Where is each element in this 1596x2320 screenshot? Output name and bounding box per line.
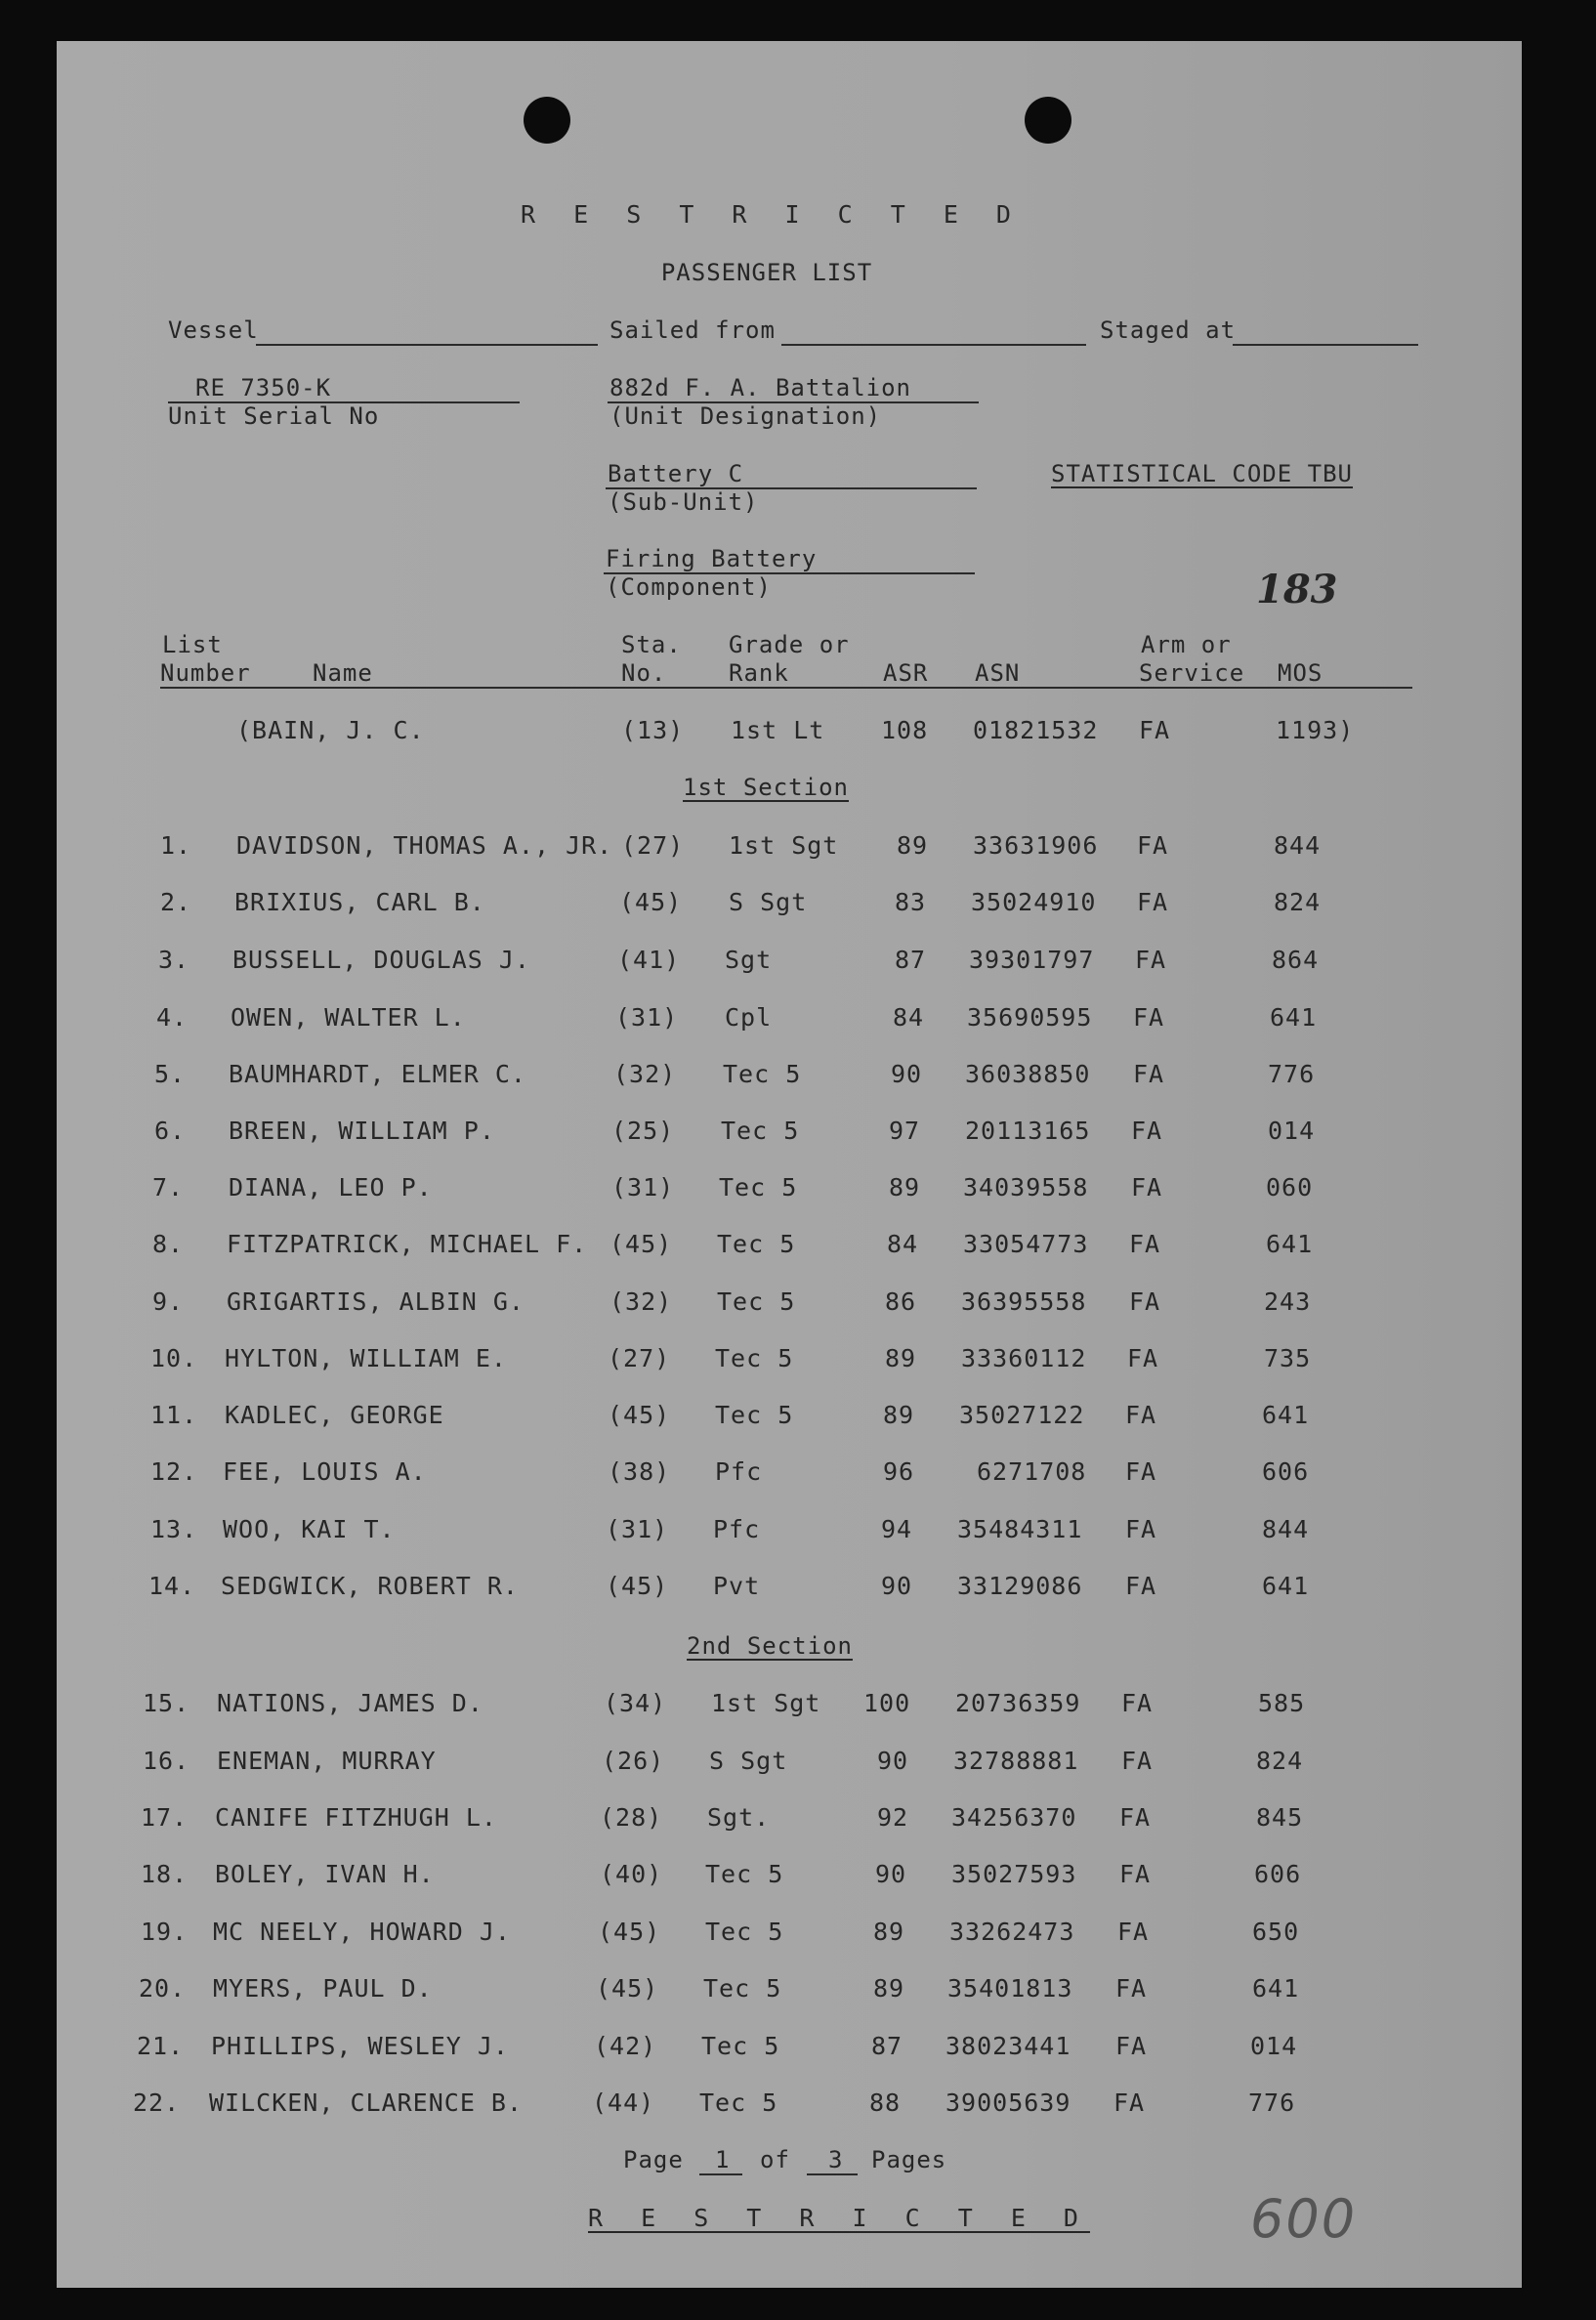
row-name: ENEMAN, MURRAY	[217, 1747, 437, 1775]
row-grade: Tec 5	[721, 1117, 800, 1145]
row-asn: 38023441	[945, 2032, 1071, 2060]
header-underline	[160, 687, 1412, 689]
sub-unit-label: (Sub-Unit)	[608, 488, 759, 516]
row-arm: FA	[1113, 2088, 1146, 2117]
top-restricted-title: R E S T R I C T E D	[521, 200, 1023, 229]
row-arm: FA	[1125, 1457, 1157, 1486]
row-sta: (42)	[594, 2032, 657, 2060]
column-header-grade: Grade or	[729, 631, 850, 658]
row-asr: 96	[883, 1457, 915, 1486]
row-arm: FA	[1121, 1747, 1154, 1775]
row-sta: (45)	[608, 1401, 671, 1429]
row-sta: (38)	[608, 1457, 671, 1486]
row-asn: 36038850	[965, 1060, 1091, 1088]
row-arm: FA	[1137, 888, 1169, 916]
row-asr: 89	[873, 1974, 905, 2003]
row-mos: 824	[1274, 888, 1322, 916]
row-mos: 776	[1248, 2088, 1296, 2117]
row-grade: Pfc	[715, 1457, 763, 1486]
row-number: 22.	[133, 2088, 181, 2117]
document-title: PASSENGER LIST	[660, 259, 873, 286]
row-number: 15.	[143, 1689, 190, 1717]
row-grade: Pvt	[713, 1572, 761, 1600]
punch-hole-left	[524, 97, 570, 144]
row-name: DAVIDSON, THOMAS A., JR.	[236, 831, 613, 860]
row-arm: FA	[1115, 1974, 1148, 2003]
row-asr: 89	[885, 1344, 917, 1372]
row-name: WILCKEN, CLARENCE B.	[209, 2088, 524, 2117]
row-arm: FA	[1129, 1287, 1161, 1316]
row-grade: Tec 5	[705, 1918, 784, 1946]
row-sta: (25)	[611, 1117, 675, 1145]
row-mos: 641	[1262, 1572, 1310, 1600]
page-total-line	[807, 2173, 858, 2175]
page-label: Page	[623, 2146, 684, 2173]
row-arm: FA	[1117, 1918, 1150, 1946]
row-mos: 864	[1272, 946, 1320, 974]
row-asr: 84	[887, 1230, 919, 1258]
row-asr: 97	[889, 1117, 921, 1145]
row-name: BRIXIUS, CARL B.	[234, 888, 485, 916]
row-arm: FA	[1133, 1060, 1165, 1088]
row-arm: FA	[1125, 1401, 1157, 1429]
row-name: FEE, LOUIS A.	[223, 1457, 427, 1486]
row-sta: (26)	[602, 1747, 665, 1775]
row-name: GRIGARTIS, ALBIN G.	[227, 1287, 525, 1316]
row-sta: (27)	[608, 1344, 671, 1372]
unit-serial-label: Unit Serial No	[168, 402, 380, 430]
officer-name: (BAIN, J. C.	[236, 716, 425, 744]
handwritten-page-number: 183	[1256, 567, 1338, 612]
row-asn: 20736359	[955, 1689, 1081, 1717]
row-name: SEDGWICK, ROBERT R.	[221, 1572, 519, 1600]
row-sta: (45)	[609, 1230, 673, 1258]
officer-sta: (13)	[621, 716, 685, 744]
row-name: NATIONS, JAMES D.	[217, 1689, 483, 1717]
row-asn: 33054773	[963, 1230, 1089, 1258]
row-arm: FA	[1135, 946, 1167, 974]
row-asn: 33631906	[973, 831, 1099, 860]
row-number: 21.	[137, 2032, 185, 2060]
row-asr: 90	[877, 1747, 909, 1775]
row-asr: 83	[895, 888, 927, 916]
row-sta: (45)	[596, 1974, 659, 2003]
punch-hole-right	[1025, 97, 1071, 144]
row-number: 11.	[150, 1401, 198, 1429]
row-name: HYLTON, WILLIAM E.	[225, 1344, 507, 1372]
section-title-1: 1st Section	[683, 774, 849, 801]
sub-unit-value: Battery C	[608, 460, 744, 487]
row-sta: (31)	[606, 1515, 669, 1543]
component-value: Firing Battery	[606, 545, 818, 572]
row-sta: (31)	[615, 1003, 679, 1032]
row-asn: 32788881	[953, 1747, 1079, 1775]
row-grade: Sgt.	[707, 1803, 771, 1832]
officer-arm: FA	[1139, 716, 1171, 744]
row-grade: S Sgt	[729, 888, 808, 916]
row-asn: 35024910	[971, 888, 1097, 916]
row-name: BAUMHARDT, ELMER C.	[229, 1060, 526, 1088]
column-header-mos: MOS	[1278, 659, 1323, 687]
row-asn: 34039558	[963, 1173, 1089, 1202]
row-asr: 90	[891, 1060, 923, 1088]
row-asn: 33129086	[957, 1572, 1083, 1600]
row-sta: (32)	[609, 1287, 673, 1316]
officer-asn: 01821532	[973, 716, 1099, 744]
unit-designation-label: (Unit Designation)	[609, 402, 882, 430]
pages-label: Pages	[871, 2146, 947, 2173]
of-label: of	[760, 2146, 790, 2173]
row-mos: 776	[1268, 1060, 1316, 1088]
row-grade: S Sgt	[709, 1747, 788, 1775]
row-grade: Tec 5	[705, 1860, 784, 1888]
row-grade: Cpl	[725, 1003, 773, 1032]
row-arm: FA	[1125, 1572, 1157, 1600]
page-number-line	[699, 2173, 742, 2175]
column-header-sta-no: No.	[621, 659, 667, 687]
row-number: 10.	[150, 1344, 198, 1372]
row-asn: 36395558	[961, 1287, 1087, 1316]
row-asn: 35027593	[951, 1860, 1077, 1888]
row-number: 2.	[160, 888, 192, 916]
column-header-number: Number	[160, 659, 251, 687]
component-label: (Component)	[606, 573, 772, 601]
row-name: MYERS, PAUL D.	[213, 1974, 433, 2003]
row-mos: 844	[1262, 1515, 1310, 1543]
pencil-number: 600	[1250, 2188, 1358, 2250]
row-name: KADLEC, GEORGE	[225, 1401, 444, 1429]
row-arm: FA	[1131, 1117, 1163, 1145]
row-mos: 641	[1252, 1974, 1300, 2003]
column-header-name: Name	[313, 659, 373, 687]
row-asr: 87	[895, 946, 927, 974]
row-arm: FA	[1125, 1515, 1157, 1543]
row-number: 17.	[141, 1803, 189, 1832]
row-asr: 89	[897, 831, 929, 860]
row-asn: 20113165	[965, 1117, 1091, 1145]
row-sta: (45)	[619, 888, 683, 916]
page-number: 1	[715, 2146, 731, 2173]
row-grade: Tec 5	[699, 2088, 778, 2117]
row-asr: 90	[881, 1572, 913, 1600]
row-name: BOLEY, IVAN H.	[215, 1860, 435, 1888]
row-grade: Tec 5	[723, 1060, 802, 1088]
row-name: BREEN, WILLIAM P.	[229, 1117, 495, 1145]
row-grade: Tec 5	[717, 1287, 796, 1316]
row-mos: 014	[1268, 1117, 1316, 1145]
row-mos: 243	[1264, 1287, 1312, 1316]
row-mos: 606	[1262, 1457, 1310, 1486]
row-sta: (32)	[613, 1060, 677, 1088]
row-sta: (27)	[621, 831, 685, 860]
row-number: 14.	[148, 1572, 196, 1600]
officer-asr: 108	[881, 716, 929, 744]
row-name: MC NEELY, HOWARD J.	[213, 1918, 511, 1946]
row-asn: 6271708	[977, 1457, 1087, 1486]
row-asr: 92	[877, 1803, 909, 1832]
row-name: DIANA, LEO P.	[229, 1173, 433, 1202]
row-grade: Tec 5	[703, 1974, 782, 2003]
bottom-restricted-title: R E S T R I C T E D	[588, 2204, 1090, 2232]
vessel-label: Vessel	[168, 316, 259, 344]
row-mos: 585	[1258, 1689, 1306, 1717]
row-arm: FA	[1137, 831, 1169, 860]
row-mos: 060	[1266, 1173, 1314, 1202]
row-number: 13.	[150, 1515, 198, 1543]
row-mos: 844	[1274, 831, 1322, 860]
row-asn: 39301797	[969, 946, 1095, 974]
row-arm: FA	[1129, 1230, 1161, 1258]
row-asr: 90	[875, 1860, 907, 1888]
row-arm: FA	[1115, 2032, 1148, 2060]
row-asr: 89	[873, 1918, 905, 1946]
row-name: FITZPATRICK, MICHAEL F.	[227, 1230, 588, 1258]
row-number: 3.	[158, 946, 190, 974]
officer-grade: 1st Lt	[731, 716, 825, 744]
row-number: 6.	[154, 1117, 187, 1145]
row-asn: 35027122	[959, 1401, 1085, 1429]
page-total: 3	[828, 2146, 844, 2173]
row-arm: FA	[1133, 1003, 1165, 1032]
row-mos: 735	[1264, 1344, 1312, 1372]
column-header-rank: Rank	[729, 659, 789, 687]
row-name: WOO, KAI T.	[223, 1515, 396, 1543]
unit-serial-value: RE 7350-K	[195, 374, 332, 401]
row-arm: FA	[1127, 1344, 1159, 1372]
row-number: 4.	[156, 1003, 189, 1032]
row-mos: 845	[1256, 1803, 1304, 1832]
row-asn: 35401813	[947, 1974, 1073, 2003]
sailed-from-field-line	[781, 344, 1086, 346]
row-number: 12.	[150, 1457, 198, 1486]
row-number: 19.	[141, 1918, 189, 1946]
row-asr: 89	[883, 1401, 915, 1429]
row-grade: Sgt	[725, 946, 773, 974]
row-mos: 641	[1266, 1230, 1314, 1258]
row-sta: (44)	[592, 2088, 655, 2117]
row-asr: 88	[869, 2088, 902, 2117]
row-asn: 33360112	[961, 1344, 1087, 1372]
row-mos: 650	[1252, 1918, 1300, 1946]
row-asr: 94	[881, 1515, 913, 1543]
row-number: 20.	[139, 1974, 187, 2003]
row-arm: FA	[1119, 1803, 1152, 1832]
row-arm: FA	[1131, 1173, 1163, 1202]
row-asr: 89	[889, 1173, 921, 1202]
row-sta: (28)	[600, 1803, 663, 1832]
row-mos: 014	[1250, 2032, 1298, 2060]
row-sta: (45)	[606, 1572, 669, 1600]
row-number: 18.	[141, 1860, 189, 1888]
row-number: 1.	[160, 831, 192, 860]
row-number: 8.	[152, 1230, 185, 1258]
column-header-service: Service	[1139, 659, 1245, 687]
row-grade: Tec 5	[719, 1173, 798, 1202]
row-sta: (45)	[598, 1918, 661, 1946]
row-arm: FA	[1121, 1689, 1154, 1717]
sailed-from-label: Sailed from	[609, 316, 776, 344]
row-asn: 35484311	[957, 1515, 1083, 1543]
row-grade: Pfc	[713, 1515, 761, 1543]
row-grade: Tec 5	[715, 1344, 794, 1372]
column-header-sta: Sta.	[621, 631, 682, 658]
vessel-field-line	[256, 344, 598, 346]
row-name: OWEN, WALTER L.	[231, 1003, 466, 1032]
row-asn: 34256370	[951, 1803, 1077, 1832]
row-grade: Tec 5	[717, 1230, 796, 1258]
staged-at-label: Staged at	[1100, 316, 1237, 344]
staged-at-field-line	[1233, 344, 1418, 346]
row-asn: 39005639	[945, 2088, 1071, 2117]
row-asr: 100	[863, 1689, 911, 1717]
statistical-code: STATISTICAL CODE TBU	[1051, 460, 1353, 487]
column-header-asr: ASR	[883, 659, 929, 687]
row-sta: (34)	[604, 1689, 667, 1717]
row-grade: Tec 5	[715, 1401, 794, 1429]
row-number: 7.	[152, 1173, 185, 1202]
row-grade: 1st Sgt	[729, 831, 839, 860]
row-number: 9.	[152, 1287, 185, 1316]
officer-mos: 1193)	[1276, 716, 1355, 744]
row-grade: Tec 5	[701, 2032, 780, 2060]
row-sta: (40)	[600, 1860, 663, 1888]
row-asn: 33262473	[949, 1918, 1075, 1946]
row-mos: 641	[1262, 1401, 1310, 1429]
row-number: 16.	[143, 1747, 190, 1775]
row-mos: 824	[1256, 1747, 1304, 1775]
row-mos: 606	[1254, 1860, 1302, 1888]
row-mos: 641	[1270, 1003, 1318, 1032]
row-name: BUSSELL, DOUGLAS J.	[232, 946, 530, 974]
row-asr: 86	[885, 1287, 917, 1316]
column-header-list: List	[162, 631, 223, 658]
row-sta: (41)	[617, 946, 681, 974]
section-title-2: 2nd Section	[687, 1632, 853, 1660]
row-asr: 87	[871, 2032, 903, 2060]
column-header-asn: ASN	[975, 659, 1021, 687]
row-number: 5.	[154, 1060, 187, 1088]
row-name: CANIFE FITZHUGH L.	[215, 1803, 497, 1832]
row-asn: 35690595	[967, 1003, 1093, 1032]
row-asr: 84	[893, 1003, 925, 1032]
unit-designation-value: 882d F. A. Battalion	[609, 374, 911, 401]
row-arm: FA	[1119, 1860, 1152, 1888]
row-sta: (31)	[611, 1173, 675, 1202]
row-name: PHILLIPS, WESLEY J.	[211, 2032, 509, 2060]
column-header-arm: Arm or	[1141, 631, 1232, 658]
row-grade: 1st Sgt	[711, 1689, 821, 1717]
